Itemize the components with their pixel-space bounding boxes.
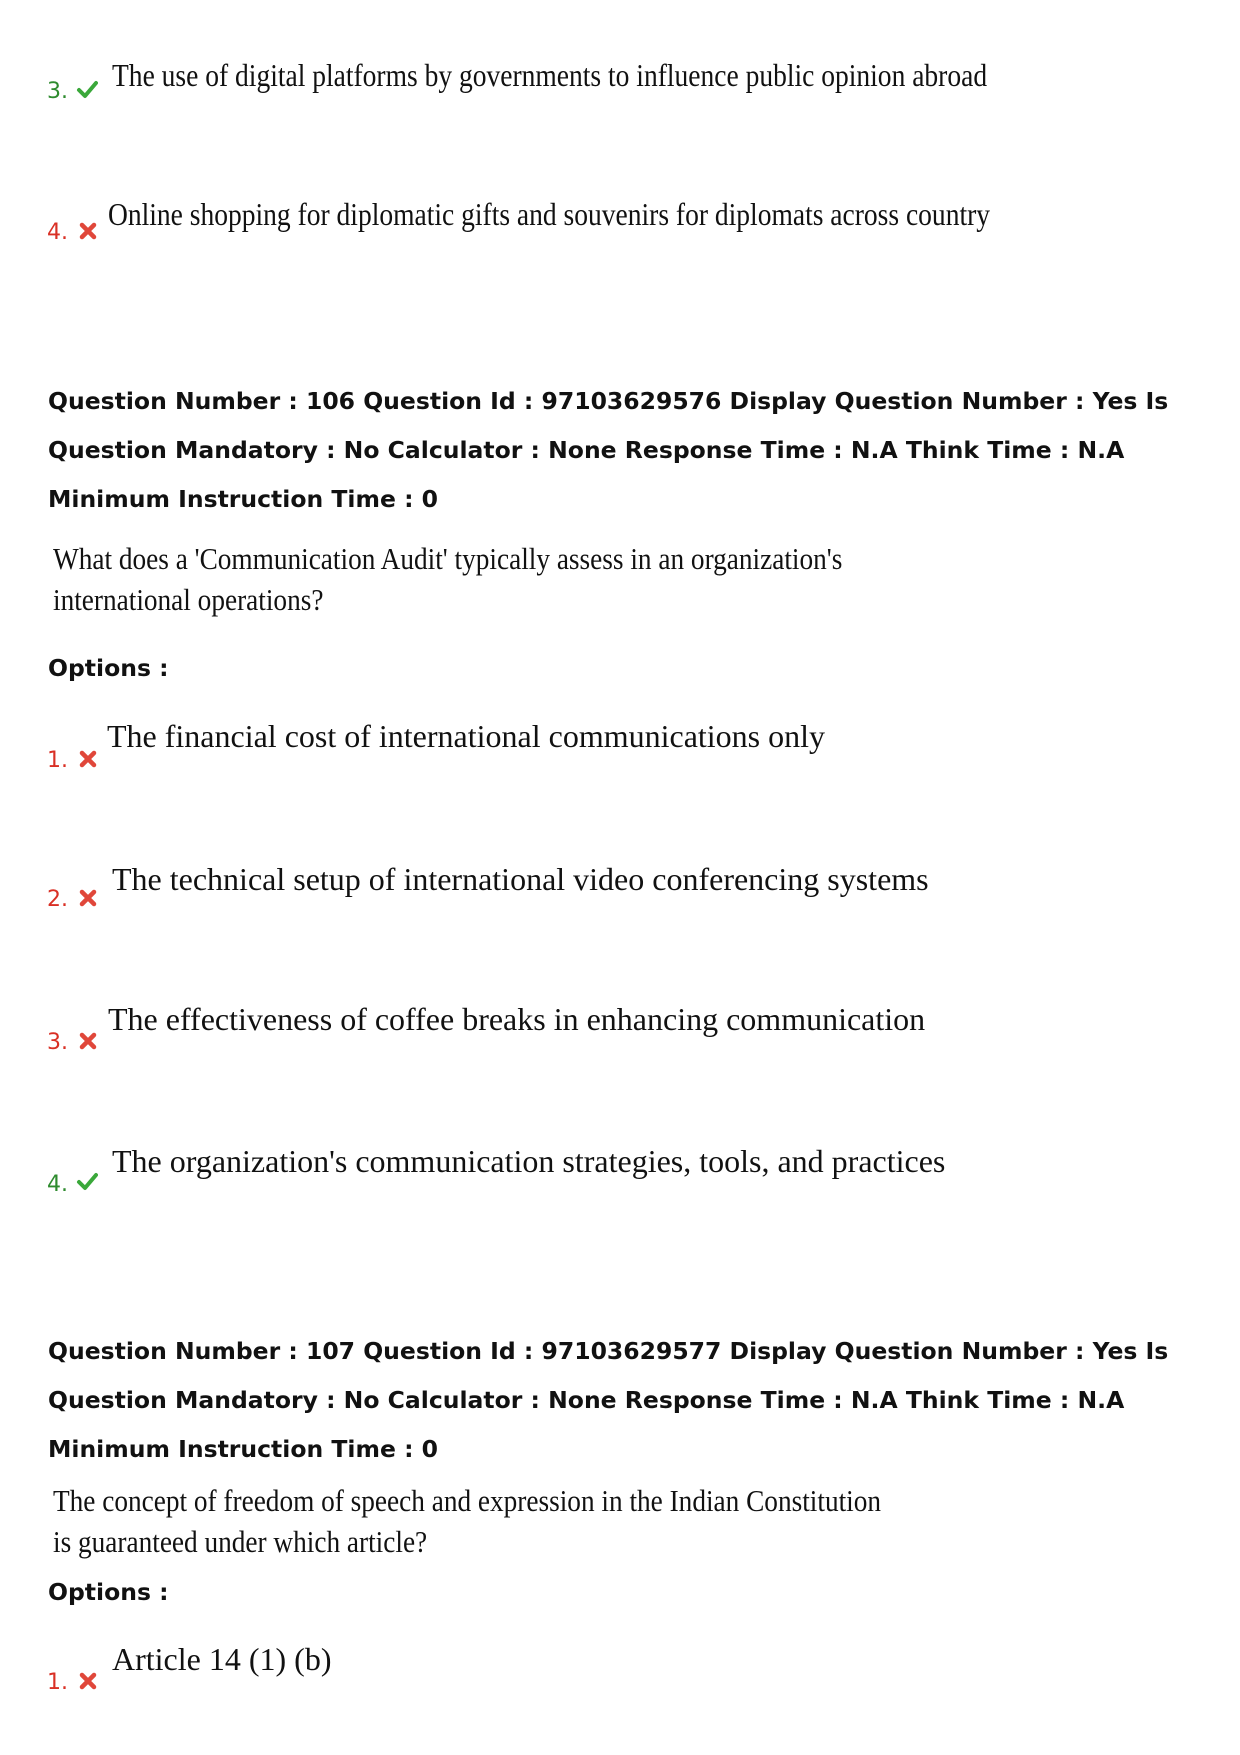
- option-number: 4.: [47, 1172, 68, 1197]
- cross-icon: [77, 748, 99, 770]
- option-number: 1.: [47, 1670, 68, 1695]
- option-text: Online shopping for diplomatic gifts and souvenirs for diplomats across country: [108, 196, 991, 232]
- question-meta: Question Number : 107 Question Id : 97103629577 Display Question Number : Yes Is Question Mandatory : No Calculator : None Response Time : N.A Think Time : N.A Minimum Instruction Time : 0: [48, 1337, 1169, 1463]
- option-number: 4.: [47, 220, 68, 245]
- question-meta: Question Number : 106 Question Id : 97103629576 Display Question Number : Yes Is Question Mandatory : No Calculator : None Response Time : N.A Think Time : N.A Minimum Instruction Time : 0: [48, 387, 1169, 513]
- options-label: Options :: [48, 1578, 169, 1606]
- option-number: 1.: [47, 748, 68, 773]
- option-text: The technical setup of international video conferencing systems: [112, 861, 929, 897]
- options-label: Options :: [48, 654, 169, 682]
- question-text: The concept of freedom of speech and expression in the Indian Constitution is guaranteed under which article?: [53, 1483, 882, 1559]
- option-text: The organization's communication strategies, tools, and practices: [112, 1143, 946, 1179]
- option-text: The effectiveness of coffee breaks in enhancing communication: [108, 1001, 926, 1037]
- option-text: The use of digital platforms by governments to influence public opinion abroad: [112, 57, 988, 93]
- cross-icon: [77, 1670, 99, 1692]
- option-number: 2.: [47, 887, 68, 912]
- option-text: Article 14 (1) (b): [112, 1641, 332, 1677]
- option-text: The financial cost of international communications only: [107, 718, 826, 754]
- cross-icon: [77, 887, 99, 909]
- option-number: 3.: [47, 79, 68, 104]
- option-number: 3.: [47, 1030, 68, 1055]
- check-icon: [76, 1170, 98, 1192]
- cross-icon: [77, 1030, 99, 1052]
- check-icon: [76, 78, 98, 100]
- cross-icon: [77, 220, 99, 242]
- question-text: What does a 'Communication Audit' typically assess in an organization's international operations?: [53, 541, 843, 617]
